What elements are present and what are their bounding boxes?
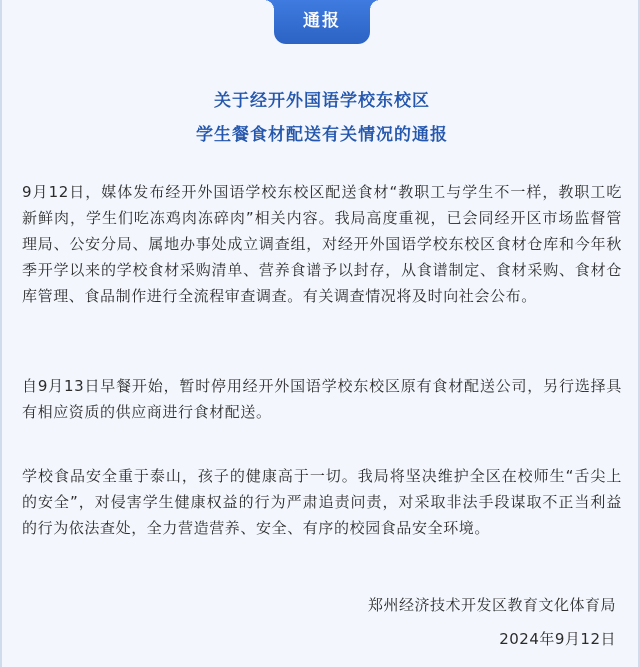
signer: 郑州经济技术开发区教育文化体育局 <box>367 596 616 614</box>
paragraph-food-safety: 学校食品安全重于泰山，孩子的健康高于一切。我局将坚决维护全区在校师生“舌尖上的安全”，对侵害学生健康权益的行为严肃追责问责，对采取非法手段谋取不正当利益的行为依法查处，全力营造营养、安全、有序的校园食品安全环境。 <box>22 467 622 537</box>
notice-title-line2: 学生餐食材配送有关情况的通报 <box>196 125 448 145</box>
paragraph-investigation: 9月12日，媒体发布经开外国语学校东校区配送食材“教职工与学生不一样，教职工吃新鲜肉，学生们吃冻鸡肉冻碎肉”相关内容。我局高度重视，已会同经开区市场监督管理局、公安分局、属地办事处成立调查组，对经开外国语学校东校区食材仓库和今年秋季开学以来的学校食材采购清单、营养食谱予以封存，从食谱制定、食材采购、食材仓库管理、食品制作进行全流程审查调查。有关调查情况将及时向社会公布。 <box>22 183 622 305</box>
notice-tag: 通报 <box>274 0 370 44</box>
notice-title-line1: 关于经开外国语学校东校区 <box>214 91 430 111</box>
paragraph-supplier-suspension: 自9月13日早餐开始，暂时停用经开外国语学校东校区原有食材配送公司，另行选择具有相应资质的供应商进行食材配送。 <box>22 377 622 421</box>
issue-date: 2024年9月12日 <box>499 630 616 648</box>
